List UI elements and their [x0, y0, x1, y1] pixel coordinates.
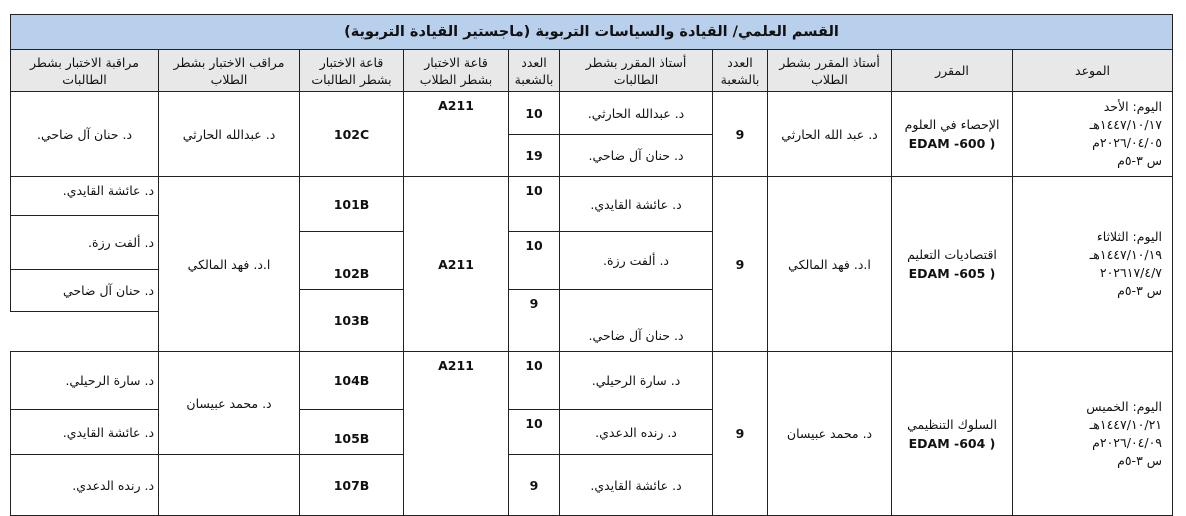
instructor-male: د. محمد عبيسان	[768, 352, 892, 516]
proctor-female: د. رنده الدعدي.	[11, 455, 159, 516]
date-gregorian: ٢٠٢٦١٧/٤/٧	[1099, 265, 1163, 280]
hall-female: 104B	[300, 352, 404, 410]
hall-female: 102B	[300, 232, 404, 290]
count-male: 9	[713, 352, 768, 516]
date-day: اليوم: الخميس	[1086, 398, 1163, 414]
header-course: المقرر	[892, 50, 1013, 92]
instructor-male: ا.د. فهد المالكي	[768, 177, 892, 352]
instructor-female: د. عائشة القايدي.	[560, 177, 713, 232]
header-count-male: العدد بالشعبة	[713, 50, 768, 92]
hall-male: A211	[404, 92, 509, 177]
table-title: القسم العلمي/ القيادة والسياسات التربوية (ماجستير القيادة التربوية)	[11, 15, 1173, 50]
date-cell	[1013, 352, 1173, 516]
count-male: 9	[713, 177, 768, 352]
proctor-female: د. حنان آل ضاحي	[11, 270, 159, 312]
table-row	[11, 177, 1173, 216]
count-female: 10	[509, 232, 560, 290]
header-instructor-male: أستاذ المقرر بشطر الطلاب	[768, 50, 892, 92]
course-code: ( EDAM -604	[908, 435, 996, 451]
date-time: س ٣-٥م	[1117, 283, 1163, 298]
date-hijri: ١٤٤٧/١٠/٢١هـ	[1089, 416, 1163, 432]
proctor-female: د. عائشة القايدي.	[11, 410, 159, 455]
date-day: اليوم: الثلاثاء	[1096, 229, 1163, 244]
proctor-female: د. سارة الرحيلي.	[11, 352, 159, 410]
course-name: اقتصاديات التعليم	[907, 247, 997, 262]
instructor-female: د. رنده الدعدي.	[560, 410, 713, 455]
hall-female: 105B	[300, 410, 404, 455]
date-time: س ٣-٥م	[1117, 452, 1163, 468]
proctor-female: د. حنان آل ضاحي.	[11, 92, 159, 177]
course-cell	[892, 352, 1013, 516]
header-proctor-male: مراقب الاختبار بشطر الطلاب	[159, 50, 300, 92]
date-hijri: ١٤٤٧/١٠/١٧هـ	[1089, 117, 1163, 132]
course-name: السلوك التنظيمي	[907, 416, 997, 432]
hall-female: 101B	[300, 177, 404, 232]
proctor-female: د. عائشة القايدي.	[11, 177, 159, 216]
hall-female: 102C	[300, 92, 404, 177]
proctor-male-empty	[159, 455, 300, 516]
count-female: 9	[509, 455, 560, 516]
header-hall-female: قاعة الاختبار بشطر الطالبات	[300, 50, 404, 92]
header-count-female: العدد بالشعبة	[509, 50, 560, 92]
header-proctor-female: مراقبة الاختبار بشطر الطالبات	[11, 50, 159, 92]
course-cell	[892, 177, 1013, 352]
proctor-male: د. محمد عبيسان	[159, 352, 300, 455]
instructor-female: د. حنان آل ضاحي.	[560, 290, 713, 352]
date-hijri: ١٤٤٧/١٠/١٩هـ	[1089, 247, 1163, 262]
count-female: 19	[509, 135, 560, 177]
proctor-male: د. عبدالله الحارثي	[159, 92, 300, 177]
count-male: 9	[713, 92, 768, 177]
header-hall-male: قاعة الاختبار بشطر الطلاب	[404, 50, 509, 92]
instructor-female: د. حنان آل ضاحي.	[560, 135, 713, 177]
date-gregorian: ٢٠٢٦/٠٤/٠٩م	[1092, 434, 1163, 450]
table-row	[11, 92, 1173, 135]
count-female: 10	[509, 352, 560, 410]
header-row	[11, 50, 1173, 92]
title-row	[11, 15, 1173, 50]
hall-male: A211	[404, 352, 509, 516]
course-name: الإحصاء في العلوم	[904, 117, 1000, 132]
hall-male: A211	[404, 177, 509, 352]
instructor-male: د. عبد الله الحارثي	[768, 92, 892, 177]
count-female: 10	[509, 92, 560, 135]
table-row	[11, 352, 1173, 410]
instructor-female: د. سارة الرحيلي.	[560, 352, 713, 410]
hall-female: 103B	[300, 290, 404, 352]
count-female: 9	[509, 290, 560, 352]
date-cell	[1013, 92, 1173, 177]
date-day: اليوم: الأحد	[1103, 99, 1163, 114]
proctor-female: د. ألفت رزة.	[11, 216, 159, 270]
date-gregorian: ٢٠٢٦/٠٤/٠٥م	[1092, 135, 1163, 150]
course-cell	[892, 92, 1013, 177]
instructor-female: د. عبدالله الحارثي.	[560, 92, 713, 135]
course-code: ( EDAM -605	[908, 266, 996, 281]
proctor-male: ا.د. فهد المالكي	[159, 177, 300, 352]
exam-schedule-table	[10, 14, 1173, 516]
count-female: 10	[509, 410, 560, 455]
schedule-container	[10, 14, 1172, 497]
instructor-female: د. عائشة القايدي.	[560, 455, 713, 516]
header-instructor-female: أستاذ المقرر بشطر الطالبات	[560, 50, 713, 92]
date-time: س ٣-٥م	[1117, 153, 1163, 168]
date-cell	[1013, 177, 1173, 352]
hall-female: 107B	[300, 455, 404, 516]
instructor-female: د. ألفت رزة.	[560, 232, 713, 290]
header-date: الموعد	[1013, 50, 1173, 92]
course-code: ( EDAM -600	[908, 136, 996, 151]
count-female: 10	[509, 177, 560, 232]
